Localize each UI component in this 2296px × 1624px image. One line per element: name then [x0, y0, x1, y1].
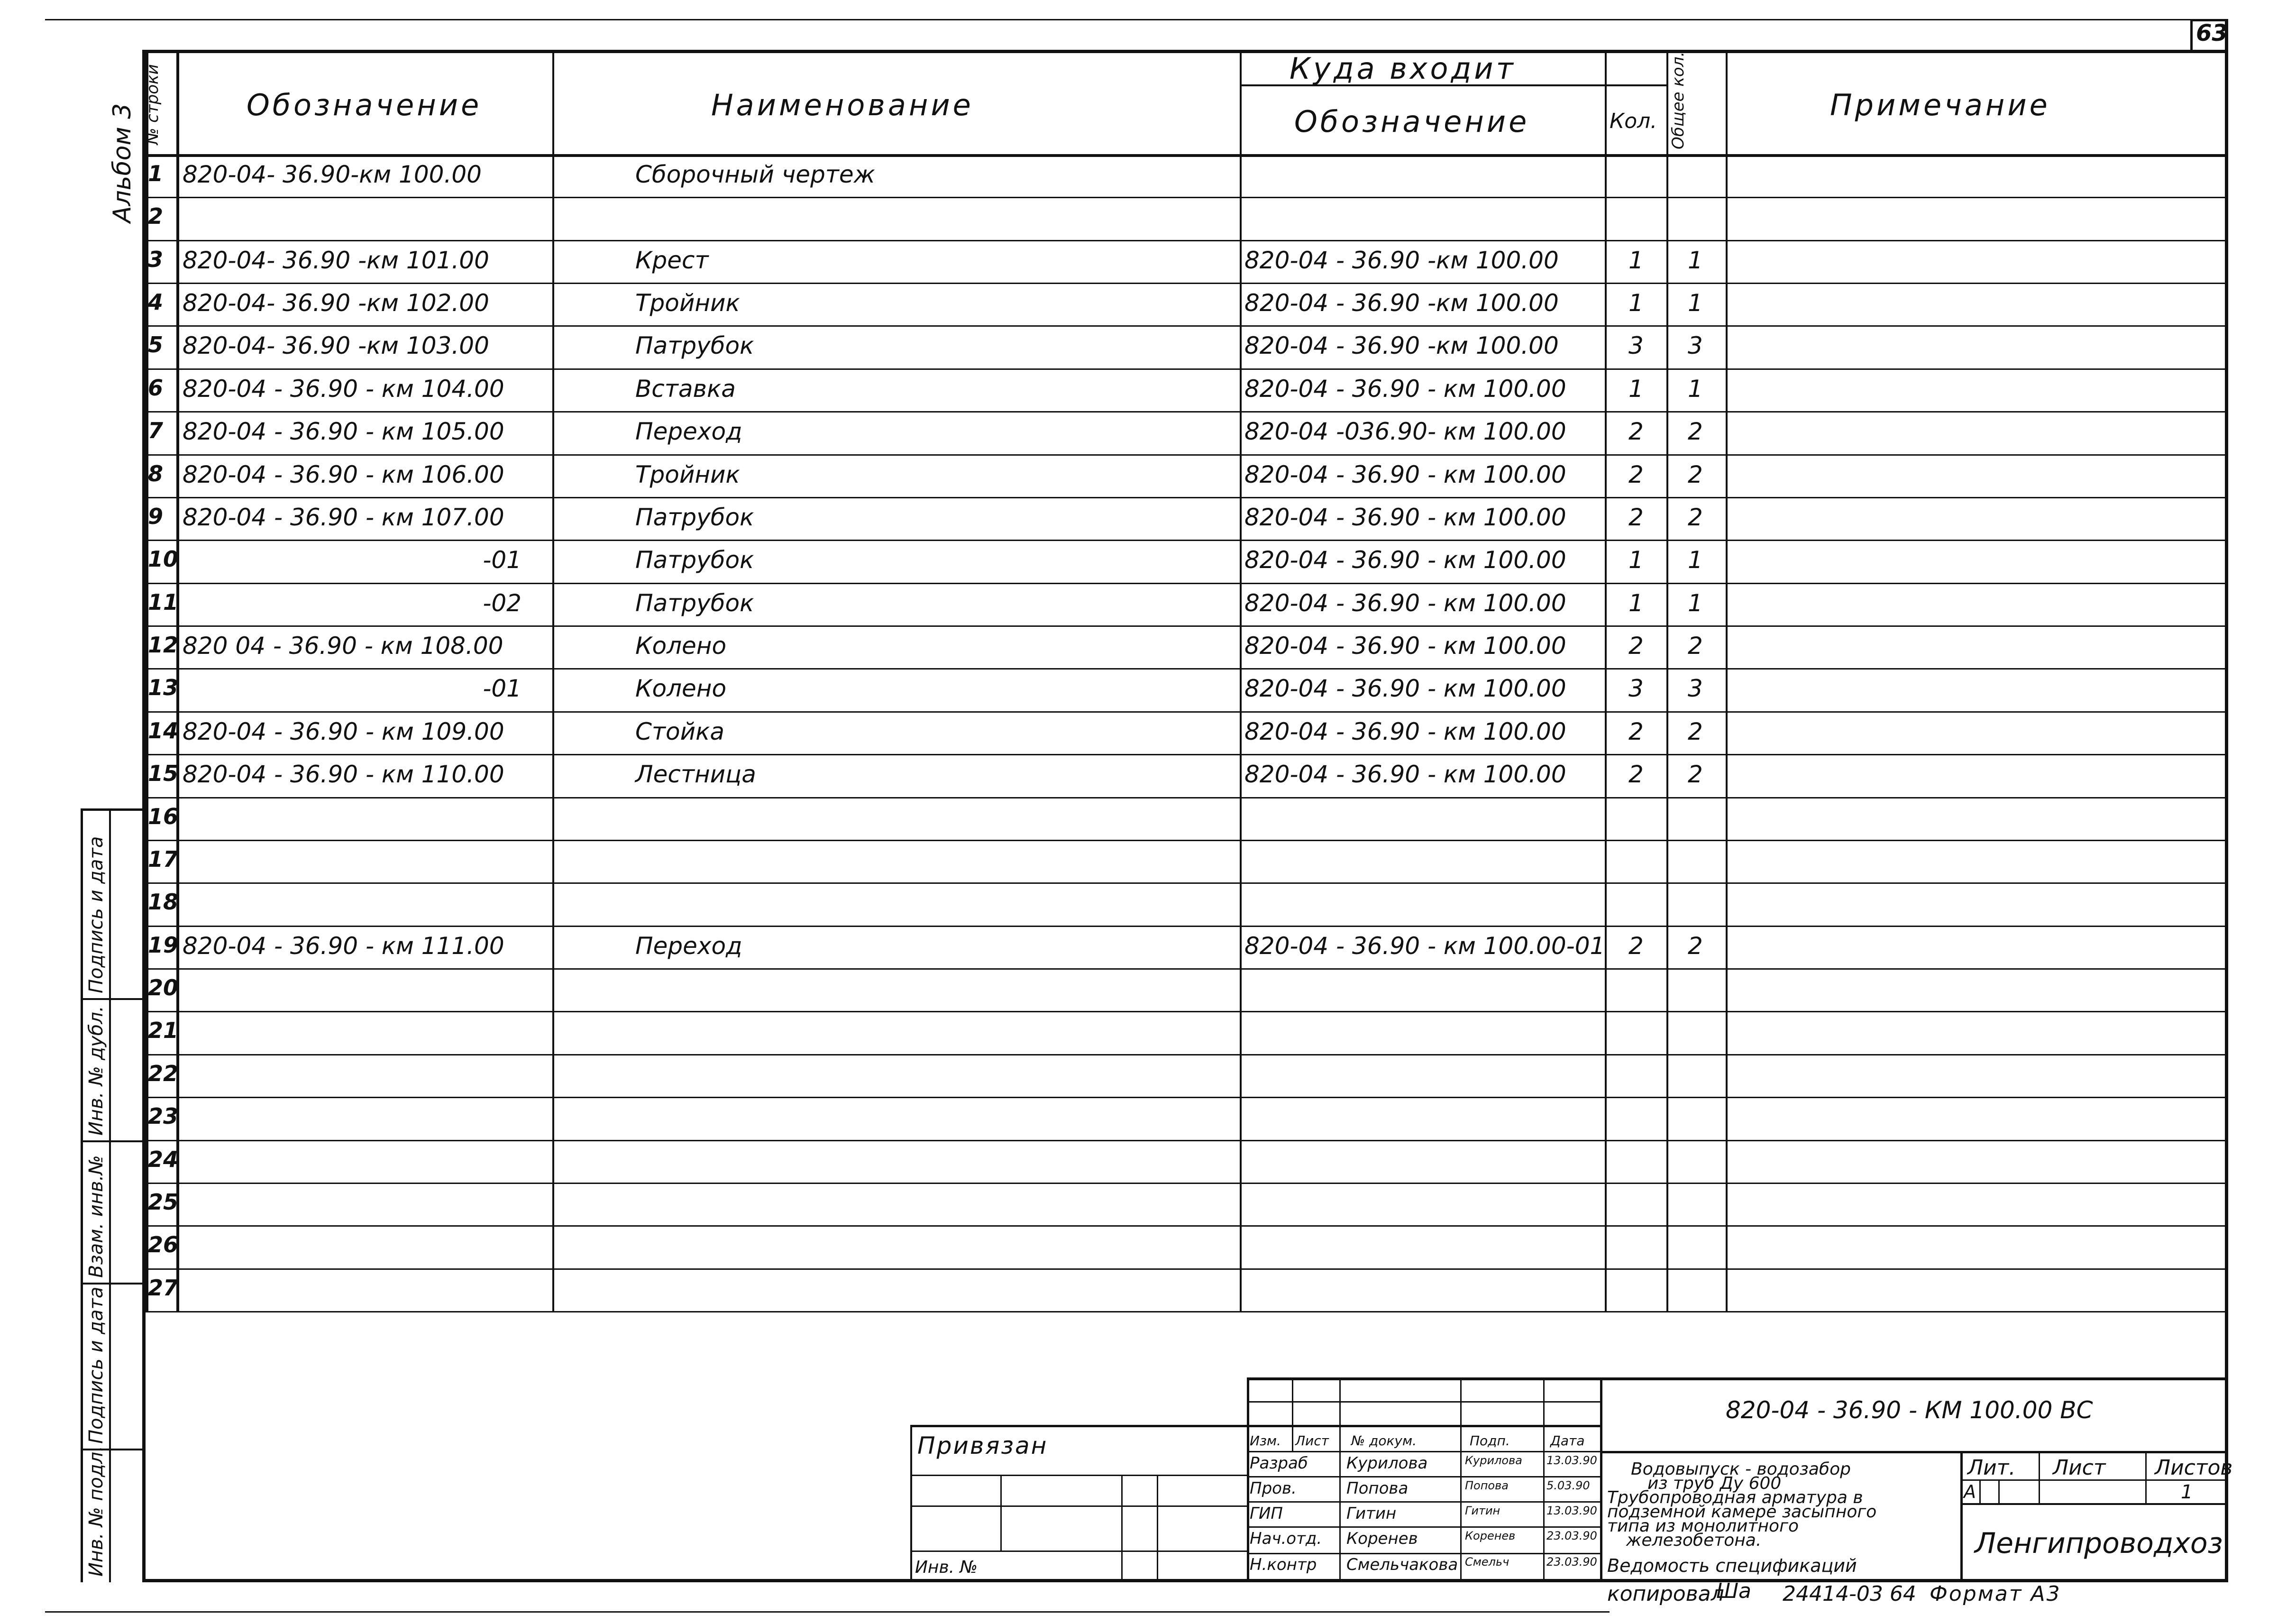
row-number: 18 [148, 889, 179, 915]
header-where-designation: Обозначение [1294, 104, 1530, 139]
row-designation: 820-04 - 36.90 - км 109.00 [183, 718, 504, 745]
row-total-qty: 2 [1688, 418, 1703, 445]
row-designation: 820-04- 36.90 -км 102.00 [183, 289, 489, 317]
description-line: типа из монолитного [1607, 1516, 1799, 1536]
row-total-qty: 1 [1688, 289, 1703, 317]
staff-name: Попова [1346, 1479, 1409, 1498]
row-qty: 2 [1628, 932, 1644, 960]
row-number: 25 [148, 1189, 179, 1215]
sheets-value: 1 [2181, 1481, 2193, 1503]
format-label: Формат А3 [1930, 1582, 2061, 1606]
staff-role: Нач.отд. [1250, 1529, 1322, 1548]
row-designation: -02 [483, 589, 521, 617]
row-number: 9 [148, 504, 164, 529]
row-where-used: 820-04 - 36.90 - км 100.00 [1244, 761, 1566, 788]
row-qty: 1 [1628, 375, 1644, 403]
header-note: Примечание [1830, 88, 2050, 122]
tb-col-sheet: Лист [1295, 1433, 1329, 1449]
staff-date: 23.03.90 [1546, 1555, 1597, 1569]
staff-signature: Смельч [1465, 1555, 1509, 1569]
staff-name: Смельчакова [1346, 1555, 1458, 1574]
row-number: 4 [148, 289, 164, 315]
row-number: 21 [148, 1018, 179, 1043]
row-qty: 2 [1628, 761, 1644, 788]
row-name: Сборочный чертеж [635, 161, 875, 188]
description-line: Трубопроводная арматура в [1607, 1488, 1863, 1507]
row-qty: 1 [1628, 589, 1644, 617]
row-qty: 1 [1628, 289, 1644, 317]
row-number: 14 [148, 718, 179, 743]
staff-date: 23.03.90 [1546, 1529, 1597, 1542]
row-qty: 2 [1628, 418, 1644, 445]
row-number: 13 [148, 675, 179, 700]
row-designation: 820-04- 36.90 -км 103.00 [183, 332, 489, 359]
row-qty: 2 [1628, 718, 1644, 745]
tb-col-doc-no: № докум. [1351, 1433, 1417, 1449]
row-total-qty: 1 [1688, 247, 1703, 274]
row-qty: 3 [1628, 332, 1644, 359]
row-total-qty: 1 [1688, 375, 1703, 403]
row-name: Лестница [635, 761, 756, 788]
row-name: Тройник [635, 461, 740, 488]
copied-label: копировал [1607, 1582, 1724, 1606]
side-stamp-replace-inv: Взам. инв.№ [85, 1155, 107, 1278]
row-total-qty: 1 [1688, 546, 1703, 574]
staff-date: 5.03.90 [1546, 1479, 1590, 1492]
row-name: Колено [635, 675, 727, 702]
description-line: Водовыпуск - водозабор [1631, 1459, 1851, 1479]
row-qty: 1 [1628, 247, 1644, 274]
row-qty: 2 [1628, 504, 1644, 531]
inv-no-label: Инв. № [915, 1558, 978, 1577]
row-name: Вставка [635, 375, 736, 403]
header-qty: Кол. [1610, 109, 1657, 133]
row-qty: 2 [1628, 632, 1644, 660]
row-where-used: 820-04 - 36.90 - км 100.00 [1244, 546, 1566, 574]
row-total-qty: 2 [1688, 718, 1703, 745]
staff-role: Н.контр [1250, 1555, 1317, 1574]
row-name: Переход [635, 418, 742, 445]
sheet-label: Лист [2053, 1456, 2106, 1480]
staff-name: Курилова [1346, 1454, 1428, 1473]
staff-signature: Гитин [1465, 1504, 1500, 1517]
staff-signature: Попова [1465, 1479, 1509, 1492]
row-total-qty: 2 [1688, 632, 1703, 660]
row-where-used: 820-04 - 36.90 - км 100.00 [1244, 632, 1566, 660]
staff-role: ГИП [1250, 1504, 1283, 1523]
staff-signature: Курилова [1465, 1454, 1522, 1467]
row-number: 20 [148, 975, 179, 1000]
doc-code: 820-04 - 36.90 - КМ 100.00 ВС [1726, 1396, 2093, 1424]
row-number: 19 [148, 932, 179, 958]
row-name: Крест [635, 247, 709, 274]
row-number: 27 [148, 1275, 179, 1301]
row-number: 6 [148, 375, 164, 401]
row-number: 16 [148, 804, 179, 829]
description-line: из труб Ду 600 [1647, 1474, 1782, 1493]
staff-name: Коренев [1346, 1529, 1418, 1548]
attached-label: Привязан [917, 1432, 1048, 1459]
staff-date: 13.03.90 [1546, 1504, 1597, 1517]
side-stamp-orig-inv: Инв. № подл. [85, 1446, 107, 1577]
description-line: подземной камере засыпного [1607, 1502, 1877, 1522]
copied-signature: Ша [1716, 1579, 1752, 1603]
description-line: Ведомость спецификаций [1607, 1555, 1857, 1576]
row-number: 7 [148, 418, 164, 443]
staff-date: 13.03.90 [1546, 1454, 1597, 1467]
side-stamp-signature-date-2: Подпись и дата [85, 1286, 107, 1444]
side-stamp-dup-inv: Инв. № дубл. [85, 1006, 107, 1136]
row-name: Тройник [635, 289, 740, 317]
row-name: Патрубок [635, 546, 754, 574]
row-where-used: 820-04 - 36.90 - км 100.00 [1244, 461, 1566, 488]
row-designation: -01 [483, 546, 521, 574]
row-where-used: 820-04 - 36.90 -км 100.00 [1244, 332, 1559, 359]
row-name: Патрубок [635, 589, 754, 617]
side-stamp-signature-date-1: Подпись и дата [85, 836, 107, 993]
sheets-label: Листов [2155, 1456, 2233, 1480]
row-name: Колено [635, 632, 727, 660]
row-where-used: 820-04 - 36.90 - км 100.00 [1244, 675, 1566, 702]
row-where-used: 820-04 - 36.90 -км 100.00 [1244, 289, 1559, 317]
row-designation: 820-04- 36.90 -км 101.00 [183, 247, 489, 274]
row-number: 11 [148, 589, 179, 615]
row-number: 5 [148, 332, 164, 358]
row-total-qty: 3 [1688, 332, 1703, 359]
row-total-qty: 2 [1688, 504, 1703, 531]
header-row-no: № строки [143, 64, 162, 145]
page-number: 63 [2196, 20, 2228, 46]
row-designation: -01 [483, 675, 521, 702]
description-line: железобетона. [1626, 1531, 1762, 1550]
row-qty: 3 [1628, 675, 1644, 702]
row-number: 2 [148, 203, 164, 229]
row-name: Переход [635, 932, 742, 960]
row-where-used: 820-04 -036.90- км 100.00 [1244, 418, 1566, 445]
album-label: Альбом 3 [108, 103, 137, 223]
row-designation: 820-04- 36.90-км 100.00 [183, 161, 482, 188]
row-number: 23 [148, 1103, 179, 1129]
row-total-qty: 1 [1688, 589, 1703, 617]
row-total-qty: 2 [1688, 932, 1703, 960]
tb-col-date: Дата [1550, 1433, 1585, 1449]
row-designation: 820 04 - 36.90 - км 108.00 [183, 632, 503, 660]
row-number: 26 [148, 1232, 179, 1257]
row-where-used: 820-04 - 36.90 - км 100.00 [1244, 375, 1566, 403]
header-where-used: Куда входит [1290, 51, 1516, 86]
staff-name: Гитин [1346, 1504, 1397, 1523]
row-where-used: 820-04 - 36.90 - км 100.00-01 [1244, 932, 1605, 960]
row-total-qty: 2 [1688, 761, 1703, 788]
row-designation: 820-04 - 36.90 - км 107.00 [183, 504, 504, 531]
row-number: 8 [148, 461, 164, 486]
row-where-used: 820-04 - 36.90 - км 100.00 [1244, 589, 1566, 617]
row-name: Стойка [635, 718, 724, 745]
tb-col-change: Изм. [1250, 1433, 1281, 1449]
header-name: Наименование [711, 88, 974, 122]
staff-role: Разраб [1250, 1454, 1308, 1473]
row-total-qty: 3 [1688, 675, 1703, 702]
header-total-qty: Общее кол. [1669, 51, 1688, 149]
row-number: 12 [148, 632, 179, 658]
row-number: 15 [148, 761, 179, 786]
row-number: 17 [148, 846, 179, 872]
order-number: 24414-03 64 [1783, 1582, 1916, 1606]
row-number: 24 [148, 1147, 179, 1172]
tb-col-sign: Подп. [1470, 1433, 1510, 1449]
row-name: Патрубок [635, 504, 754, 531]
row-number: 1 [148, 161, 164, 186]
row-qty: 2 [1628, 461, 1644, 488]
lit-label: Лит. [1967, 1456, 2016, 1480]
lit-value: А [1964, 1481, 1976, 1502]
row-where-used: 820-04 - 36.90 -км 100.00 [1244, 247, 1559, 274]
staff-role: Пров. [1250, 1479, 1297, 1498]
staff-signature: Коренев [1465, 1529, 1516, 1542]
row-name: Патрубок [635, 332, 754, 359]
row-where-used: 820-04 - 36.90 - км 100.00 [1244, 504, 1566, 531]
row-total-qty: 2 [1688, 461, 1703, 488]
organization: Ленгипроводхоз [1975, 1527, 2223, 1560]
row-designation: 820-04 - 36.90 - км 106.00 [183, 461, 504, 488]
row-designation: 820-04 - 36.90 - км 105.00 [183, 418, 504, 445]
row-designation: 820-04 - 36.90 - км 111.00 [183, 932, 504, 960]
row-qty: 1 [1628, 546, 1644, 574]
header-designation: Обозначение [247, 88, 482, 122]
row-number: 10 [148, 546, 179, 572]
row-where-used: 820-04 - 36.90 - км 100.00 [1244, 718, 1566, 745]
row-designation: 820-04 - 36.90 - км 104.00 [183, 375, 504, 403]
row-designation: 820-04 - 36.90 - км 110.00 [183, 761, 504, 788]
row-number: 22 [148, 1061, 179, 1086]
row-number: 3 [148, 247, 164, 272]
